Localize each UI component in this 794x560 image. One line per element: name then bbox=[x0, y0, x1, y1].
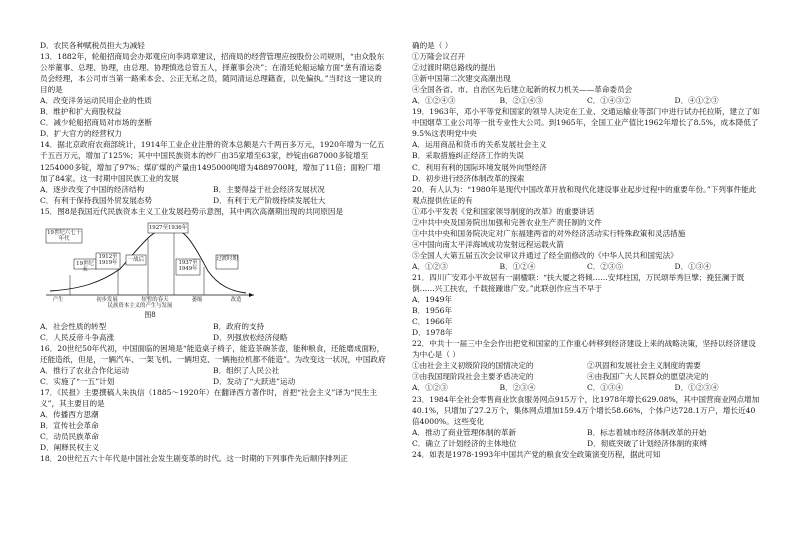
q14-options-row2 bbox=[40, 195, 386, 206]
q15-option-b: B．政府的支持 bbox=[213, 321, 265, 331]
q19-option-a: A．运用商品和货币的关系发展社会主义 bbox=[412, 140, 547, 150]
q18-stem-end: 确的是（ ） bbox=[412, 41, 453, 50]
q22-option-d: D．①②③④ bbox=[674, 383, 719, 393]
q22-options bbox=[412, 382, 762, 393]
q18-option-d: D．④①②③ bbox=[674, 96, 719, 106]
q24-stem: 24．如表是1978-1993年中国共产党的粮食安全政策演变历程，据此可知 bbox=[412, 449, 661, 459]
q12-option-d: D．农民各种赋税员担大为减轻 bbox=[40, 41, 145, 50]
q20-item-2: ②中共中央及国务院出加强和完善农业生产责任制的文件 bbox=[412, 217, 602, 227]
q17-option-a: A．传播西方思潮 bbox=[40, 410, 99, 420]
q17-option-d: D．阐释民权主义 bbox=[40, 443, 100, 453]
q23-options-row2 bbox=[412, 438, 762, 449]
chart-axis-label: 民族资本主义的产生与发展 bbox=[107, 302, 173, 309]
q22-stem: 22．中共十一届三中全会作出把党和国家的工作重心转移到经济建设上来的战略决策，坚持以经济建设为中心是（ ） bbox=[412, 339, 756, 360]
q14-option-b: B．主要得益于社会经济发展状况 bbox=[213, 184, 325, 194]
q14-option-d: D．有利于无产阶级持续发展壮大 bbox=[213, 195, 326, 205]
q16-option-b: B．组织了人民公社 bbox=[213, 365, 280, 375]
label-postwar: 一战后 bbox=[127, 256, 145, 263]
q20-option-c: C．②③⑤ bbox=[587, 261, 624, 271]
q23-option-d: D．彻底突破了计划经济体制的束缚 bbox=[587, 438, 707, 448]
figure-8-caption: 图8 bbox=[144, 310, 156, 319]
q13-option-a: A．改变洋务运动民用企业的性质 bbox=[40, 96, 152, 106]
q18-stem-start: 18．20世纪五六十年代是中国社会发生剧变革的时代。这一时期的下列事件先后顺序排列正 bbox=[40, 454, 348, 464]
q17-stem: 17．《民报》主要撰稿人朱执信（1885～1920年）在翻译西方著作时，首把“社会主义”译为“民生主义”，其主要目的是 bbox=[40, 388, 378, 409]
q20-option-d: D．①③④ bbox=[674, 261, 711, 271]
q16-option-c: C．实施了“一五”计划 bbox=[40, 377, 115, 387]
q23-stem: 23．1984年全社会零售商业饮食服务网点915万个，比1978年增长629.08%，其中国营商业网点增加40.1%，只增加了27.2万个，集体网点增加159.4万个增长58.66%，个体户达728.1万户，增长近40倍4000%。这些变化 bbox=[412, 394, 760, 426]
q20-item-4: ④中国向南太平洋海域成功发射远程运载火箭 bbox=[412, 239, 564, 249]
label-19c-end: 19世纪末 bbox=[76, 260, 94, 273]
q13-option-c: C．减少轮船招商局对市场的垄断 bbox=[40, 118, 153, 128]
q18-item-2: ②过渡时期总路线的提出 bbox=[412, 63, 496, 73]
q23-option-b: B．标志着城市经济体制改革的开始 bbox=[587, 427, 707, 437]
label-1912: 1912至1919年 bbox=[98, 253, 118, 266]
q16-options-row1 bbox=[40, 365, 386, 376]
q22-option-b: B．②③④ bbox=[499, 383, 536, 393]
q19-option-b: B．采取措施纠正经济工作的失误 bbox=[412, 151, 524, 161]
q16-option-d: D．发动了“大跃进”运动 bbox=[213, 377, 296, 387]
q21-option-b: B．1956年 bbox=[412, 306, 453, 316]
q18-options bbox=[412, 95, 762, 106]
q23-options-row1 bbox=[412, 427, 762, 438]
q22-item-3: ③由我国现阶段社会主要矛盾决定的 bbox=[412, 372, 534, 382]
q20-options bbox=[412, 261, 762, 272]
q20-option-a: A．①②③ bbox=[412, 261, 448, 271]
q18-item-3: ③新中国第二次建交高潮出现 bbox=[412, 74, 511, 84]
q18-item-1: ①万隆会议召开 bbox=[412, 52, 466, 62]
q22-option-c: C．①③④ bbox=[587, 383, 624, 393]
q14-options-row1 bbox=[40, 184, 386, 195]
q14-option-c: C．有利于保持我国外贸发展态势 bbox=[40, 195, 153, 205]
q14-stem: 14．据北京政府农商部统计，1914年工业企业注册的资本总额是六千两百多万元，1920年增为一亿五千五百万元，增加了125%；其中中国民族资本的纱厂由35家增至63家，纱锭由687000多锭增至1254000多锭，增加了97%；煤矿煤的产量由1495000吨增为4889700吨，增加了11倍；面粉厂增加了84家。这一时期中国民族工业的发展 bbox=[40, 140, 385, 183]
label-shrink: 萎缩 bbox=[191, 296, 203, 303]
q16-option-a: A．推行了农业合作化运动 bbox=[40, 365, 130, 375]
q16-stem: 16．20世纪50年代初，中国面临的困境是“能造桌子椅子，能造茶碗茶壶，能种粮食，还能磨成面粉，还能造纸，但是，一辆汽车、一架飞机、一辆坦克、一辆拖拉机都不能造”。为改变这一状况，中国政府 bbox=[40, 343, 386, 364]
q15-stem: 15．图8是我国近代民族资本主义工业发展趋势示意图，其中两次高潮期出现的共同原因是 bbox=[40, 206, 344, 216]
q19-stem: 19．1963年，邓小平等党和国家的领导人决定在工业、交通运输业等部门中进行试办托拉斯，建立了如中国烟草工业公司等一批专业性大公司。到1965年，全国工业产值比1962年增长了8.5%，成本降低了9.5%这表明党中央 bbox=[412, 107, 760, 139]
q15-options-row1 bbox=[40, 321, 386, 332]
q22-items-row2 bbox=[412, 371, 762, 382]
q16-options-row2 bbox=[40, 376, 386, 387]
q22-option-a: A．①②③ bbox=[412, 383, 448, 393]
right-column bbox=[412, 40, 762, 460]
q22-item-1: ①由社会主义初级阶段的国情决定的 bbox=[412, 361, 534, 371]
q13-option-b: B．维护和扩大商股权益 bbox=[40, 107, 122, 117]
q19-option-c: C．利用有利的国际环境发展外向型经济 bbox=[412, 162, 547, 172]
label-transition: 过渡时期 bbox=[216, 255, 238, 262]
q18-option-b: B．②①④③ bbox=[499, 96, 544, 106]
q17-option-c: C．动员民族革命 bbox=[40, 432, 99, 442]
label-1937: 1937至1949年 bbox=[178, 259, 198, 272]
q13-option-d: D．扩大官方的经营权力 bbox=[40, 129, 123, 139]
q23-option-a: A．推动了商业管理体制的革新 bbox=[412, 427, 517, 437]
q21-option-d: D．1978年 bbox=[412, 328, 453, 338]
label-1860s: 19世纪六七十年代 bbox=[47, 229, 81, 242]
q23-option-c: C．确立了计划经济的主体地位 bbox=[412, 438, 517, 448]
q22-items-row1 bbox=[412, 360, 762, 371]
q14-option-a: A．逐步改变了中国的经济结构 bbox=[40, 184, 145, 194]
q18-option-c: C．①④③② bbox=[587, 96, 631, 106]
q20-item-1: ①邓小平发表《党和国家领导制度的改革》的重要讲话 bbox=[412, 206, 595, 216]
q20-item-3: ③中共中央和国务院决定对广东福建两省的对外经济活动实行特殊政策和灵活措施 bbox=[412, 228, 686, 238]
label-spring: 短暂的春天 bbox=[141, 296, 169, 303]
q20-option-b: B．①②④ bbox=[499, 261, 536, 271]
q21-stem: 21．四川广安邓小平故居有一副楹联：“扶大厦之将倾……安邦柱国，万民颂举秀巨擘；挽狂澜于既倒……兴工扶农，千载接踵谁广安。”此联创作应当不早于 bbox=[412, 272, 745, 294]
q22-item-2: ②巩固和发展社会主义制度的需要 bbox=[587, 361, 701, 371]
q18-option-a: A．①②④③ bbox=[412, 96, 456, 106]
q21-option-c: C．1966年 bbox=[412, 317, 453, 327]
q17-option-b: B．宣传社会革命 bbox=[40, 421, 99, 431]
label-initial-dev: 初步发展 bbox=[96, 296, 118, 303]
q15-option-d: D．列强放松经济侵略 bbox=[213, 332, 288, 342]
q13-stem: 13．1882年，轮船招商局会办郑观应向李鸿章建议，招商局的经营管理应按股份公司规则，“由众股东公举董事、总理、协理，由总理、协理慎选总管五人，择董事会决”；在清廷轮船运输方面“垄有清运委员会经理，本公司市当第一路乘本会、公正无私之员，随同清运总理籍查，以免偏执。”当时这一建议的目的是 bbox=[40, 52, 385, 95]
label-origin: 产生 bbox=[52, 296, 64, 303]
label-reform: 改造 bbox=[230, 296, 242, 303]
q22-item-4: ④由我国广大人民群众的愿望决定的 bbox=[587, 372, 709, 382]
q21-option-a: A．1949年 bbox=[412, 295, 452, 305]
left-column bbox=[40, 40, 386, 464]
q19-option-d: D．初步进行经济体制改革的探索 bbox=[412, 173, 525, 183]
q15-option-a: A．社会性质的转型 bbox=[40, 321, 107, 331]
label-1927: 1927至1936年 bbox=[148, 224, 188, 231]
q15-options-row2 bbox=[40, 332, 386, 343]
q18-item-4: ④全国各省、市、自治区先后建立起新的权力机关——革命委员会 bbox=[412, 85, 633, 95]
x-axis-arrow bbox=[249, 293, 254, 297]
q15-option-c: C．人民反帝斗争高涨 bbox=[40, 332, 115, 342]
q20-item-5: ⑤全国人大第五届五次会议审议并通过了经全面修改的《中华人民共和国宪法》 bbox=[412, 250, 678, 260]
figure-8-chart bbox=[40, 219, 260, 309]
q20-stem: 20．有人认为：“1980年是现代中国改革开放和现代化建设事业起步过程中的重要年份。”下列事件能此观点提供佐证的有 bbox=[412, 184, 757, 205]
